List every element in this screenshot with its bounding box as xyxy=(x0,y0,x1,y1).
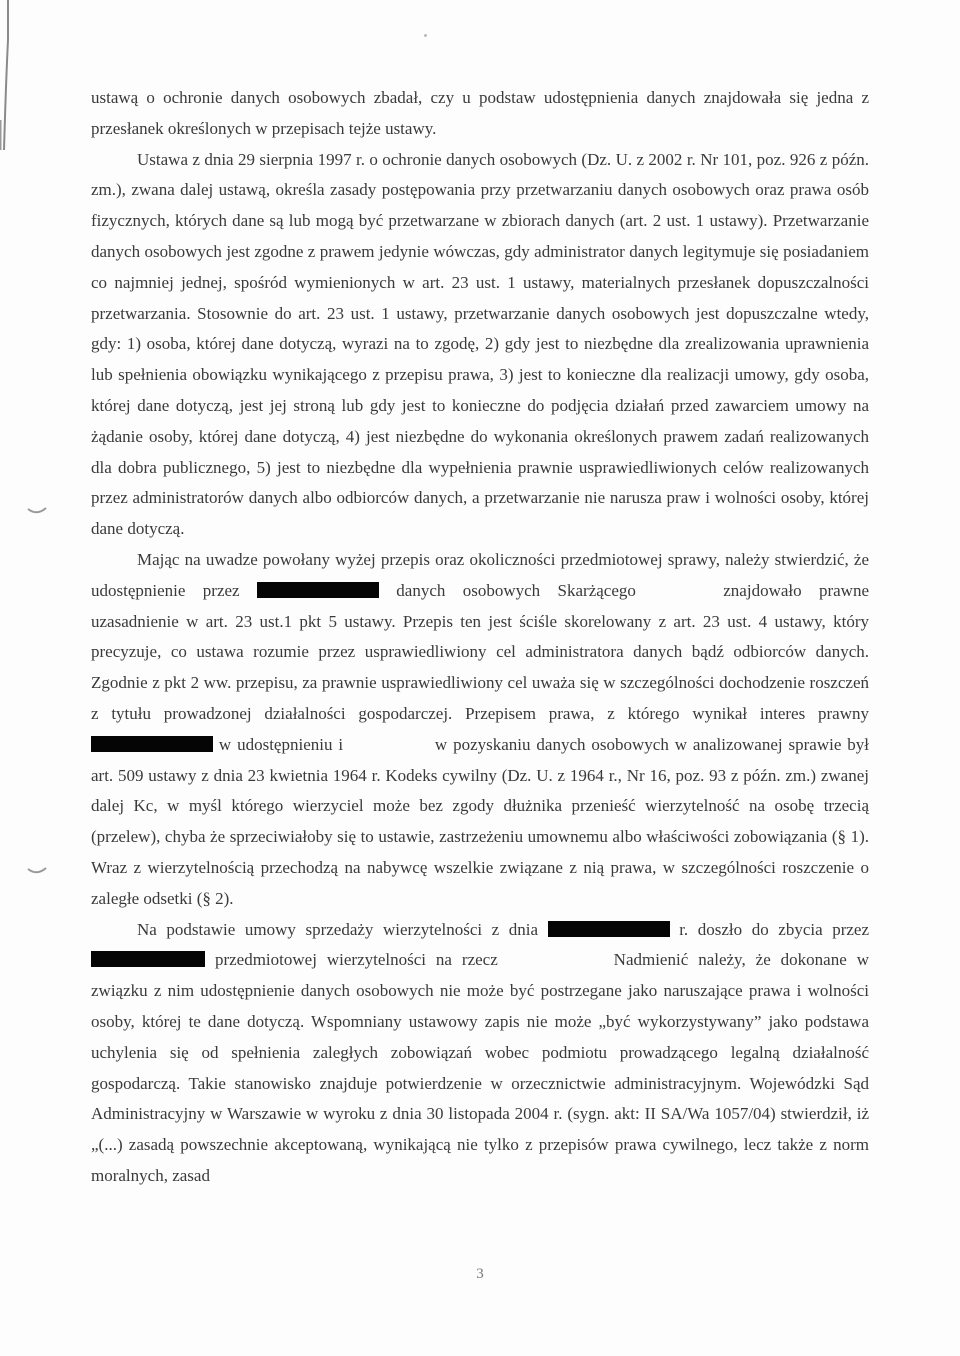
page-number: 3 xyxy=(476,1266,484,1282)
paragraph-text: w udostępnieniu i xyxy=(213,734,349,754)
paragraph xyxy=(91,545,869,915)
paragraph-text: Nadmienić należy, że dokonane w związku z nim udostępnienie danych osobowych nie może być postrzegane jako naruszające prawa i wolności osoby, której te dane dotyczą. Wspomniany ustawowy zapis nie może „być wykorzystywany” jako podstawa uchylenia się od spełnienia zaległych zobowiązań wobec podmiotu prowadzącego legalną działalność gospodarczą. Takie stanowisko znajduje potwierdzenie w orzecznictwie administracyjnym. Wojewódzki Sąd Administracyjny w Warszawie w wyroku z dnia 30 listopada 2004 r. (sygn. akt: II SA/Wa 1057/04) stwierdził, iż „(...) zasadą powszechnie akceptowaną, wynikającą nie tylko z przepisów prawa cywilnego, lecz także z norm moralnych, zasad xyxy=(91,950,869,1185)
paragraph xyxy=(91,915,869,1192)
document-body xyxy=(91,83,869,1192)
redaction-bar xyxy=(91,736,213,752)
paragraph-text: w pozyskaniu danych osobowych w analizowanej sprawie był art. 509 ustawy z dnia 23 kwietnia 1964 r. Kodeks cywilny (Dz. U. z 1964 r., Nr 16, poz. 93 z późn. zm.) zwanej dalej Kc, w myśl którego wierzyciel może bez zgody dłużnika przenieść wierzytelność na osobę trzecią (przelew), chyba że sprzeciwiałoby się to ustawie, zastrzeżeniu umownemu albo właściwości zobowiązania (§ 1). Wraz z wierzytelnością przechodzą na nabywcę wszelkie związane z nią prawa, w szczególności roszczenie o zaległe odsetki (§ 2). xyxy=(91,734,869,908)
paragraph-text: przedmiotowej wierzytelności na rzecz xyxy=(205,950,508,970)
paragraph-text: r. doszło do zbycia przez xyxy=(669,919,869,939)
paragraph-text: Na podstawie umowy sprzedaży wierzytelności z dnia xyxy=(137,919,548,939)
redaction-bar xyxy=(257,582,379,598)
punch-hole-mark xyxy=(26,866,48,876)
paragraph xyxy=(91,83,869,145)
scan-corner-line xyxy=(0,0,90,150)
paragraph-text: danych osobowych Skarżącego xyxy=(378,580,636,600)
scan-speck xyxy=(424,34,427,37)
punch-hole-mark xyxy=(26,506,48,516)
paragraph-text: ustawą o ochronie danych osobowych zbadał, czy u podstaw udostępnienia danych znajdowała się jedna z przesłanek określonych w przepisach tejże ustawy. xyxy=(91,88,869,138)
paragraph-text: Ustawa z dnia 29 sierpnia 1997 r. o ochronie danych osobowych (Dz. U. z 2002 r. Nr 101, poz. 926 z późn. zm.), zwana dalej ustawą, określa zasady postępowania przy przetwarzaniu danych osobowych oraz prawa osób fizycznych, których dane są lub mogą być przetwarzane w zbiorach danych (art. 2 ust. 1 ustawy). Przetwarzanie danych osobowych jest zgodne z prawem jedynie wówczas, gdy administrator danych legitymuje się posiadaniem co najmniej jednej, spośród wymienionych w art. 23 ust. 1 ustawy, materialnych przesłanek dopuszczalności przetwarzania. Stosownie do art. 23 ust. 1 ustawy, przetwarzanie danych osobowych jest dopuszczalne wtedy, gdy: 1) osoba, której dane dotyczą, wyrazi na to zgodę, 2) gdy jest to niezbędne dla zrealizowania uprawnienia lub spełnienia obowiązku wynikającego z przepisu prawa, 3) jest to konieczne dla realizacji umowy, gdy osoba, której dane dotyczą, jest jej stroną lub gdy jest to konieczne do podjęcia działań przed zawarciem umowy na żądanie osoby, której dane dotyczą, 4) jest niezbędne do wykonania określonych prawem zadań realizowanych dla dobra publicznego, 5) jest to niezbędne dla wypełnienia prawnie usprawiedliwionych celów realizowanych przez administratorów danych albo odbiorców danych, a przetwarzanie nie narusza praw i wolności osoby, której dane dotyczą. xyxy=(91,149,869,539)
paragraph-text: znajdowało prawne uzasadnienie w art. 23 ust.1 pkt 5 ustawy. Przepis ten jest ściśle skorelowany z art. 23 ust. 4 ustawy, który precyzuje, co ustawa rozumie przez usprawiedliwiony cel administratora danych bądź odbiorców danych. Zgodnie z pkt 2 ww. przepisu, za prawnie usprawiedliwiony cel uważa się w szczególności dochodzenie roszczeń z tytułu prowadzonej działalności gospodarczej. Przepisem prawa, z którego wynikał interes prawny xyxy=(91,580,869,723)
paragraph-text: Mając na uwadze powołany wyżej przepis oraz okoliczności przedmiotowej sprawy, należy stwierdzić, że udostępnienie przez xyxy=(91,549,869,600)
redaction-bar xyxy=(548,921,670,937)
paragraph xyxy=(91,145,869,545)
redaction-bar xyxy=(91,951,205,967)
